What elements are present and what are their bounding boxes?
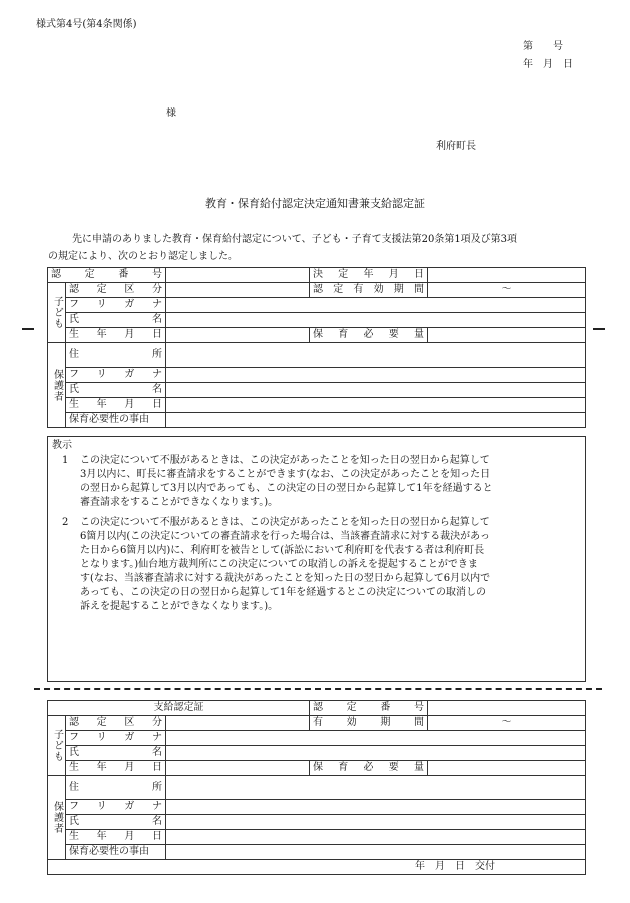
notice-line: す(なお、当該審査請求に対する裁決があったことを知った日の翌日から起算して6月以内で [80, 573, 491, 584]
issue-date-line: 年 月 日 交付 [48, 860, 586, 875]
child-furigana-label: フ リ ガ ナ [66, 298, 166, 313]
notice-line: た日から6箇月以内)に、利府町を被告として(訴訟において利府町を代表する者は利府町長 [80, 545, 485, 556]
notice-line: となります。)仙台地方裁判所にこの決定についての取消しの訴えを提起することができま [80, 559, 478, 570]
notice-line: 審査請求をすることができなくなります。)。 [80, 497, 279, 508]
number-line: 第 号 [523, 41, 563, 52]
lower-guardian-birthdate-value [166, 830, 586, 845]
guardian-name-value [166, 383, 586, 398]
addressee-suffix: 様 [166, 108, 176, 119]
notice-box [47, 436, 586, 682]
lower-cert-number-label: 認 定 番 号 [310, 701, 428, 716]
document-title: 教育・保育給付認定決定通知書兼支給認定証 [205, 197, 425, 210]
lower-guardian-furigana-value [166, 800, 586, 815]
issuer: 利府町長 [436, 141, 476, 152]
lower-guardian-furigana-label: フ リ ガ ナ [66, 800, 166, 815]
notice-line: この決定について不服があるときは、この決定があったことを知った日の翌日から起算して [80, 517, 490, 528]
lower-valid-period-value: 〜 [428, 716, 586, 731]
lower-care-amount-value [428, 761, 586, 776]
decision-date-value [428, 268, 586, 283]
payment-certificate-table [47, 700, 586, 875]
lower-cert-number-value [428, 701, 586, 716]
decision-date-label: 決 定 年 月 日 [310, 268, 428, 283]
intro-line-2: の規定により、次のとおり認定しました。 [48, 251, 238, 262]
lower-guardian-address-value [166, 776, 586, 800]
child-name-label: 氏 名 [66, 313, 166, 328]
lower-child-furigana-value [166, 731, 586, 746]
valid-period-label: 認 定 有 効 期 間 [310, 283, 428, 298]
guardian-address-value [166, 343, 586, 368]
cert-category-value [166, 283, 310, 298]
lower-child-furigana-label: フ リ ガ ナ [66, 731, 166, 746]
care-amount-label: 保 育 必 要 量 [310, 328, 428, 343]
lower-guardian-name-value [166, 815, 586, 830]
guardian-furigana-value [166, 368, 586, 383]
notice-line: 訴えを提起することができなくなります。)。 [80, 601, 279, 612]
lower-child-group-label: 子ども [48, 716, 66, 776]
notice-line: この決定について不服があるときは、この決定があったことを知った日の翌日から起算して [80, 455, 490, 466]
lower-guardian-address-label: 住 所 [66, 776, 166, 800]
valid-period-value: 〜 [428, 283, 586, 298]
notice-label: 教示 [52, 440, 72, 451]
lower-guardian-name-label: 氏 名 [66, 815, 166, 830]
care-reason-label: 保育必要性の事由 [66, 413, 166, 428]
margin-tick-left [22, 328, 34, 330]
cert-number-value [166, 268, 310, 283]
guardian-address-label: 住 所 [66, 343, 166, 368]
child-name-value [166, 313, 586, 328]
guardian-birthdate-value [166, 398, 586, 413]
lower-care-amount-label: 保 育 必 要 量 [310, 761, 428, 776]
lower-child-name-label: 氏 名 [66, 746, 166, 761]
notice-item-number: 1 [62, 455, 69, 466]
care-amount-value [428, 328, 586, 343]
date-line: 年 月 日 [523, 59, 573, 70]
guardian-birthdate-label: 生 年 月 日 [66, 398, 166, 413]
guardian-name-label: 氏 名 [66, 383, 166, 398]
care-reason-value [166, 413, 586, 428]
lower-child-birthdate-label: 生 年 月 日 [66, 761, 166, 776]
certification-table [47, 267, 586, 428]
notice-item-1 [62, 454, 577, 514]
lower-cert-category-value [166, 716, 310, 731]
notice-line: あっても、この決定の日の翌日から起算して1年を経過するとこの決定についての取消しの [80, 587, 487, 598]
notice-item-2 [62, 516, 577, 616]
guardian-furigana-label: フ リ ガ ナ [66, 368, 166, 383]
lower-child-name-value [166, 746, 586, 761]
notice-item-number: 2 [62, 517, 69, 528]
margin-tick-right [593, 328, 605, 330]
lower-care-reason-value [166, 845, 586, 860]
lower-guardian-group-label: 保護者 [48, 776, 66, 860]
form-id: 様式第4号(第4条関係) [36, 19, 137, 30]
intro-line-1: 先に申請のありました教育・保育給付認定について、子ども・子育て支援法第20条第1項及び第3項 [72, 234, 518, 245]
lower-care-reason-label: 保育必要性の事由 [66, 845, 166, 860]
notice-line: 3月以内に、町長に審査請求をすることができます(なお、この決定があったことを知った日 [80, 469, 491, 480]
cut-line [34, 688, 602, 690]
lower-child-birthdate-value [166, 761, 310, 776]
lower-valid-period-label: 有 効 期 間 [310, 716, 428, 731]
cert-category-label: 認 定 区 分 [66, 283, 166, 298]
notice-line: の翌日から起算して3月以内であっても、この決定の日の翌日から起算して1年を経過すると [80, 483, 493, 494]
lower-guardian-birthdate-label: 生 年 月 日 [66, 830, 166, 845]
child-birthdate-value [166, 328, 310, 343]
child-group-label: 子ども [48, 283, 66, 343]
cert-number-label: 認 定 番 号 [48, 268, 166, 283]
lower-cert-category-label: 認 定 区 分 [66, 716, 166, 731]
notice-line: 6箇月以内(この決定についての審査請求を行った場合は、当該審査請求に対する裁決があっ [80, 531, 490, 542]
payment-certificate-header: 支給認定証 [48, 701, 310, 716]
guardian-group-label: 保護者 [48, 343, 66, 428]
child-furigana-value [166, 298, 586, 313]
child-birthdate-label: 生 年 月 日 [66, 328, 166, 343]
